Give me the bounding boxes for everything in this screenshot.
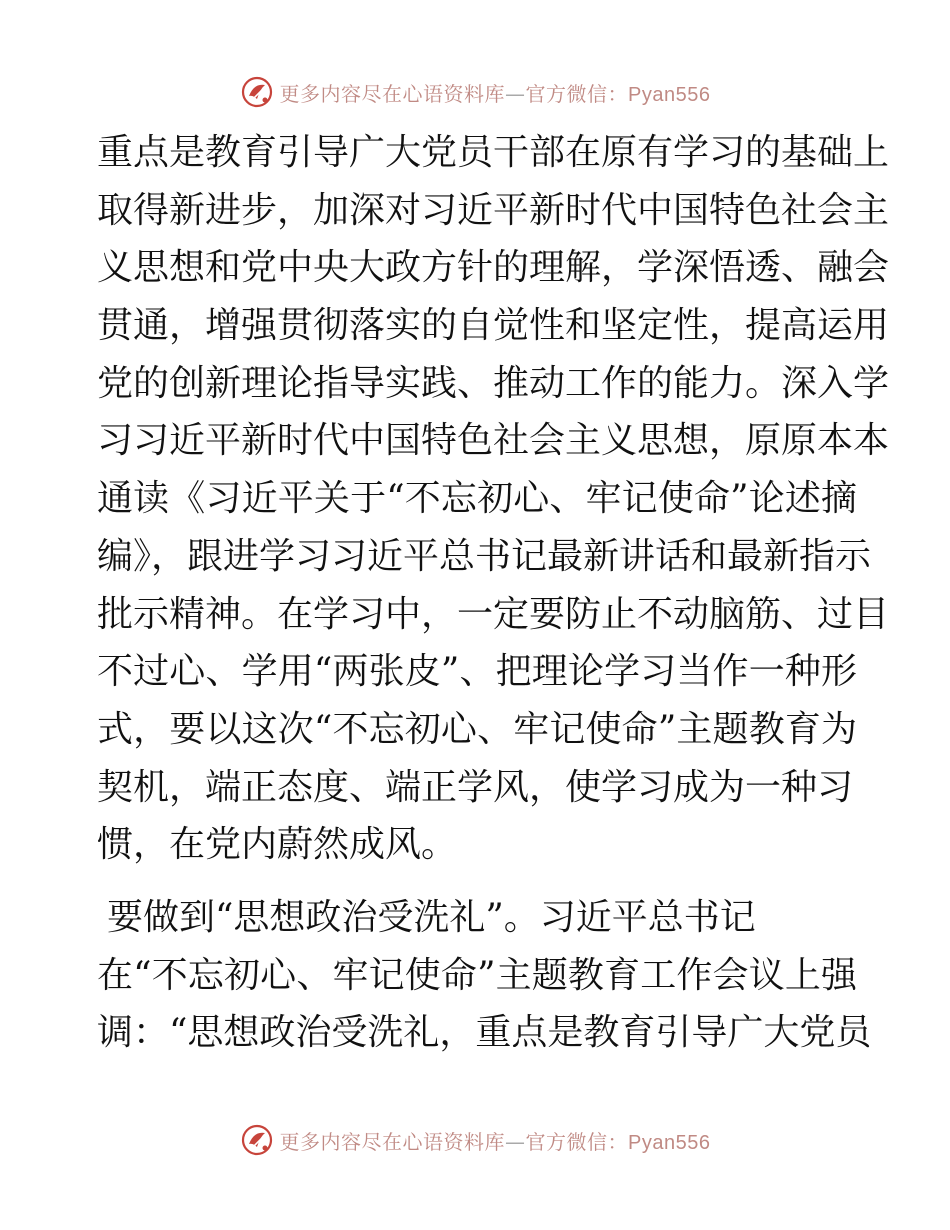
text-line: 式，要以这次“不忘初心、牢记使命”主题教育为 — [97, 708, 857, 750]
text-line: 调：“思想政治受洗礼，重点是教育引导广大党员 — [97, 1012, 872, 1054]
text-line: 惯，在党内蔚然成风。 — [97, 824, 458, 866]
text-line: 贯通，增强贯彻落实的自觉性和坚定性，提高运用 — [97, 305, 890, 347]
brand-logo-icon — [240, 1123, 274, 1157]
header-banner-wechat: 官方微信： — [525, 81, 629, 106]
paragraph-2 — [97, 889, 872, 1062]
header-banner-main: 更多内容尽在心语资料库 — [279, 81, 506, 106]
text-line: 通读《习近平关于“不忘初心、牢记使命”论述摘 — [97, 478, 857, 520]
text-line: 要做到“思想政治受洗礼”。习近平总书记 — [107, 896, 756, 938]
footer-banner-dash: — — [505, 1129, 526, 1154]
footer-banner — [0, 1120, 950, 1160]
text-line: 习习近平新时代中国特色社会主义思想，原原本本 — [97, 420, 890, 462]
header-banner — [0, 72, 950, 112]
document-body — [97, 124, 890, 1062]
text-line: 编》，跟进学习习近平总书记最新讲话和最新指示 — [97, 535, 872, 577]
header-banner-text — [280, 78, 711, 107]
paragraph-1 — [97, 124, 890, 874]
footer-banner-main: 更多内容尽在心语资料库 — [279, 1129, 506, 1154]
header-banner-id: Pyan556 — [628, 83, 711, 106]
text-line: 批示精神。在学习中，一定要防止不动脑筋、过目 — [97, 593, 890, 635]
text-line: 契机，端正态度、端正学风，使学习成为一种习 — [97, 766, 854, 808]
text-line: 重点是教育引导广大党员干部在原有学习的基础上 — [97, 132, 890, 173]
text-line: 党的创新理论指导实践、推动工作的能力。深入学 — [97, 362, 890, 404]
text-line: 义思想和党中央大政方针的理解，学深悟透、融会 — [97, 247, 890, 289]
text-line: 取得新进步，加深对习近平新时代中国特色社会主 — [97, 189, 890, 231]
footer-banner-id: Pyan556 — [628, 1131, 711, 1154]
text-line: 不过心、学用“两张皮”、把理论学习当作一种形 — [97, 651, 857, 693]
brand-logo-icon — [240, 75, 274, 109]
text-line: 在“不忘初心、牢记使命”主题教育工作会议上强 — [97, 954, 857, 996]
header-banner-dash: — — [505, 81, 526, 106]
footer-banner-wechat: 官方微信： — [525, 1129, 629, 1154]
footer-banner-text — [280, 1126, 711, 1155]
